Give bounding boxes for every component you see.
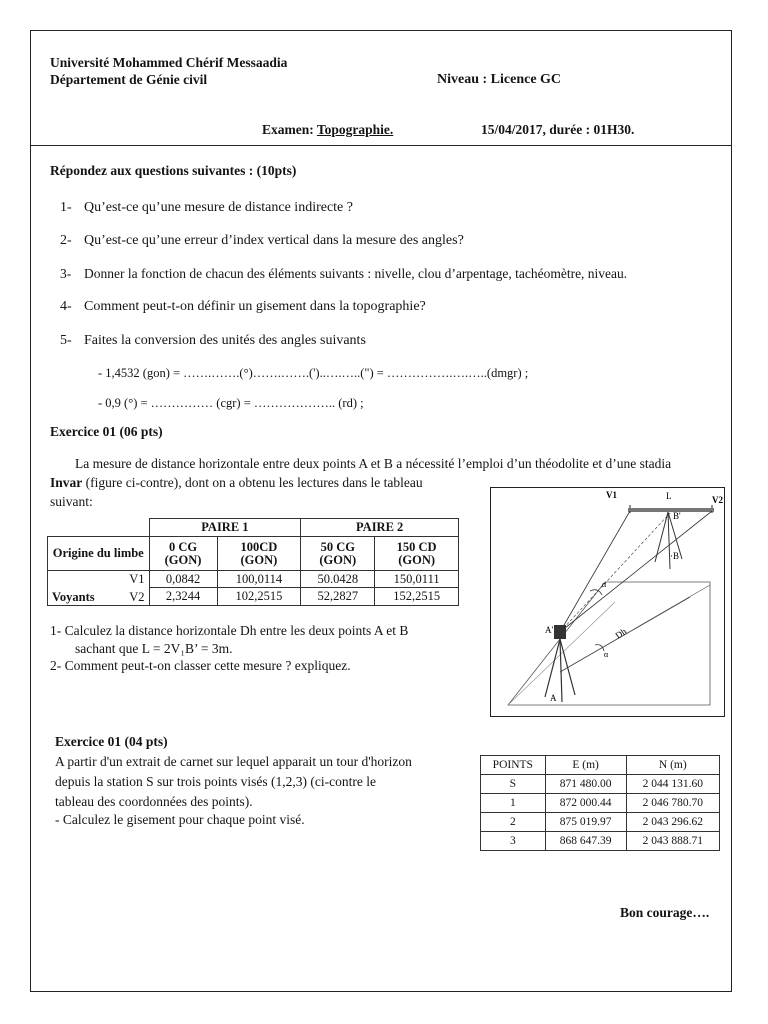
table-cell: 100,0114 bbox=[217, 571, 301, 588]
table-cell: 150,0111 bbox=[375, 571, 459, 588]
table-cell: 152,2515 bbox=[375, 588, 459, 606]
table-cell: 1 bbox=[481, 794, 546, 813]
origin-label: Origine du limbe bbox=[48, 537, 150, 571]
exercise2-line4: - Calculez le gisement pour chaque point visé. bbox=[55, 812, 305, 827]
table-cell: 2 bbox=[481, 813, 546, 832]
exam-date-duration: 15/04/2017, durée : 01H30. bbox=[481, 122, 635, 137]
sight-line-v2 bbox=[560, 511, 712, 632]
table-cell: 102,2515 bbox=[217, 588, 301, 606]
label-l: L bbox=[666, 491, 672, 501]
label-alpha-bottom: α bbox=[604, 650, 609, 659]
theodolite bbox=[554, 625, 566, 639]
coordinates-table bbox=[480, 755, 720, 851]
table-cell: 872 000.44 bbox=[545, 794, 626, 813]
exercise1-q1-line1: 1- Calculez la distance horizontale Dh entre les deux points A et B bbox=[50, 623, 409, 638]
exercise2-line3: tableau des coordonnées des points). bbox=[55, 794, 253, 809]
label-v2: V2 bbox=[712, 495, 723, 505]
header-cell: N (m) bbox=[626, 756, 719, 775]
col-header: 0 CG (GON) bbox=[149, 537, 217, 571]
exercise1-q2: 2- Comment peut-t-on classer cette mesure ? expliquez. bbox=[50, 658, 351, 673]
label-b: ·B bbox=[670, 551, 679, 561]
col-header: 100CD (GON) bbox=[217, 537, 301, 571]
theodolite-figure bbox=[490, 487, 725, 717]
question-2: 2- Qu’est-ce qu’une erreur d’index vertical dans la mesure des angles? bbox=[60, 233, 464, 248]
question-5: 5- Faites la conversion des unités des angles suivants bbox=[60, 333, 366, 348]
exercise2-line1: A partir d'un extrait de carnet sur lequel apparait un tour d'horizon bbox=[55, 754, 412, 769]
table-cell: 875 019.97 bbox=[545, 813, 626, 832]
table-cell: 2,3244 bbox=[149, 588, 217, 606]
questions-title: Répondez aux questions suivantes : (10pts) bbox=[50, 163, 297, 178]
conversion-1: - 1,4532 (gon) = …….…….(°)…….…….(')..….…..(") = …………….….…..(dmgr) ; bbox=[98, 366, 529, 380]
exam-label: Examen: bbox=[262, 122, 314, 137]
table-cell: 2 043 888.71 bbox=[626, 832, 719, 851]
header-cell: POINTS bbox=[481, 756, 546, 775]
table-cell: 52,2827 bbox=[301, 588, 375, 606]
level: Niveau : Licence GC bbox=[437, 72, 562, 87]
table-cell: 868 647.39 bbox=[545, 832, 626, 851]
label-b-prime: B' bbox=[673, 511, 681, 521]
table-cell: 2 046 780.70 bbox=[626, 794, 719, 813]
pair2-header: PAIRE 2 bbox=[301, 519, 459, 537]
exercise1-para-line1: La mesure de distance horizontale entre deux points A et B a nécessité l’emploi d’un théodolite et d’une stadia bbox=[75, 456, 672, 471]
label-dh: Dh bbox=[613, 626, 629, 641]
department-name: Département de Génie civil bbox=[50, 72, 208, 87]
exercise2-title: Exercice 01 (04 pts) bbox=[55, 734, 168, 749]
pair1-header: PAIRE 1 bbox=[149, 519, 301, 537]
label-a-prime: A' bbox=[545, 625, 554, 635]
question-3: 3- Donner la fonction de chacun des éléments suivants : nivelle, clou d’arpentage, tachéomètre, niveau. bbox=[60, 266, 628, 281]
exam-line bbox=[262, 122, 393, 138]
exam-subject: Topographie. bbox=[316, 122, 394, 137]
conversion-2: - 0,9 (°) = …………… (cgr) = ……………….. (rd) ; bbox=[98, 396, 364, 410]
voyants-cell: Voyants V1 V2 bbox=[48, 571, 150, 606]
exercise1-para-line3: suivant: bbox=[50, 494, 93, 509]
table-cell: S bbox=[481, 775, 546, 794]
label-a: A bbox=[550, 693, 557, 703]
question-4: 4- Comment peut-t-on définir un gisement dans la topographie? bbox=[60, 299, 426, 314]
table-cell: 0,0842 bbox=[149, 571, 217, 588]
label-alpha-top: α bbox=[602, 580, 607, 589]
sight-line-v1 bbox=[560, 511, 630, 632]
exercise1-para-line2: Invar (figure ci-contre), dont on a obtenu les lectures dans le tableau bbox=[50, 475, 423, 490]
table-cell: 2 044 131.60 bbox=[626, 775, 719, 794]
figure-svg bbox=[490, 487, 725, 717]
col-header: 50 CG (GON) bbox=[301, 537, 375, 571]
stadia-bar bbox=[628, 508, 714, 512]
exercise1-title: Exercice 01 (06 pts) bbox=[50, 424, 163, 439]
university-name: Université Mohammed Chérif Messaadia bbox=[50, 55, 288, 70]
table-cell: 50.0428 bbox=[301, 571, 375, 588]
table-cell: 871 480.00 bbox=[545, 775, 626, 794]
header-divider bbox=[30, 145, 732, 146]
readings-table bbox=[47, 518, 459, 606]
question-1: 1- Qu’est-ce qu’une mesure de distance indirecte ? bbox=[60, 200, 353, 215]
table-cell: 2 043 296.62 bbox=[626, 813, 719, 832]
header-cell: E (m) bbox=[545, 756, 626, 775]
exercise2-line2: depuis la station S sur trois points visés (1,2,3) (ci-contre le bbox=[55, 774, 376, 789]
col-header: 150 CD (GON) bbox=[375, 537, 459, 571]
exercise1-q1-line2: sachant que L = 2V₁B’ = 3m. bbox=[75, 641, 233, 656]
table-cell: 3 bbox=[481, 832, 546, 851]
label-v1: V1 bbox=[606, 490, 617, 500]
closing-text: Bon courage…. bbox=[620, 905, 710, 920]
